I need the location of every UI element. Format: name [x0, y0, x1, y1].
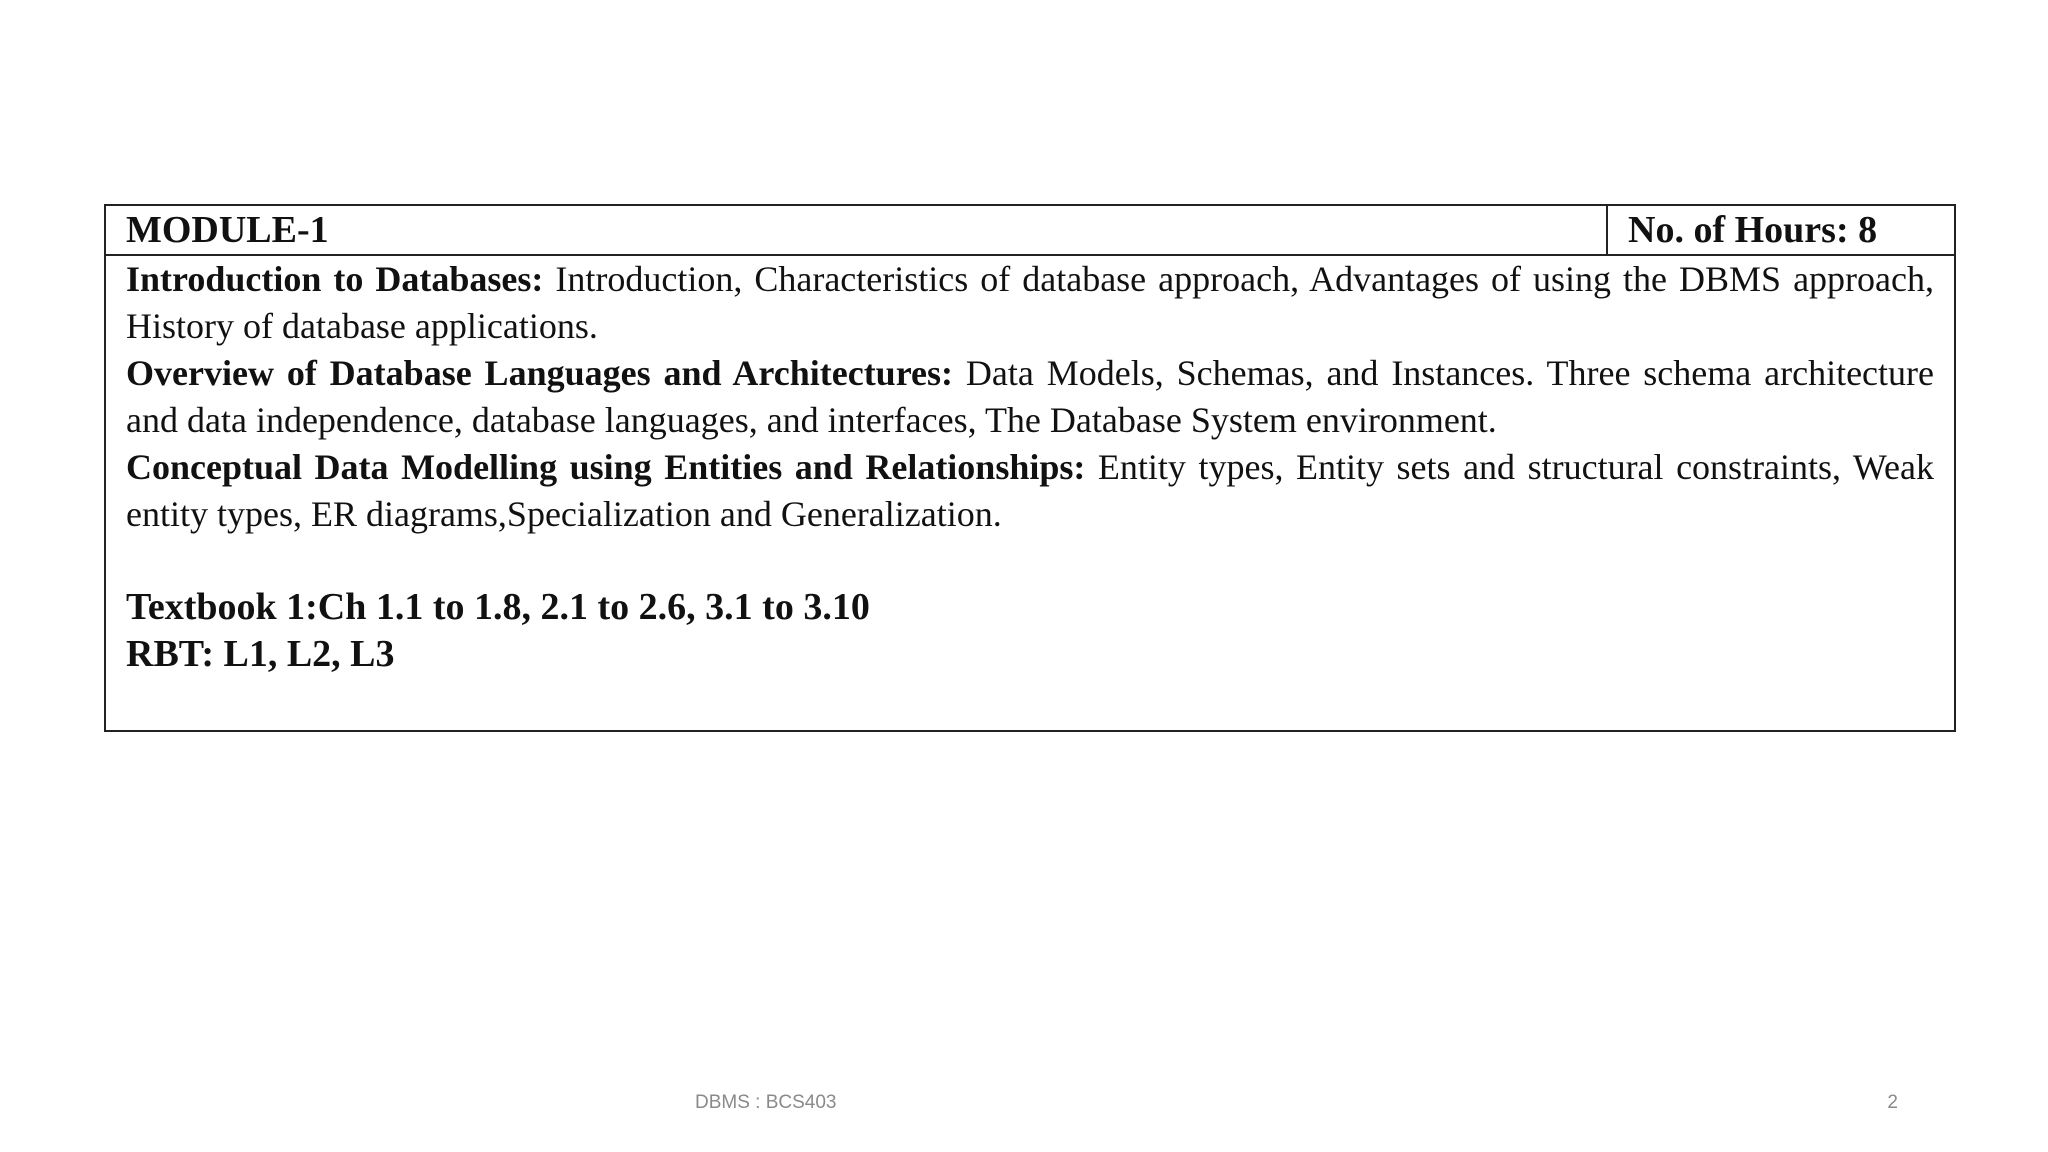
spacer: [126, 538, 1934, 584]
footer-course-label: DBMS : BCS403: [695, 1092, 837, 1113]
section-heading: Conceptual Data Modelling using Entities and Relationships:: [126, 447, 1086, 487]
section-body: Introduction, Characteristics of database approach, Advantages of using the DBMS approach, History of database applications.: [126, 259, 1934, 346]
section-heading: Overview of Database Languages and Architectures:: [126, 353, 954, 393]
hours-label: No. of Hours: 8: [1628, 209, 1878, 251]
section-conceptual-modelling: [126, 444, 1934, 538]
module-title: MODULE-1: [106, 206, 1608, 254]
section-introduction: [126, 256, 1934, 350]
page-number: 2: [1887, 1092, 1898, 1113]
rbt-levels: RBT: L1, L2, L3: [126, 633, 395, 675]
textbook-reference: Textbook 1:Ch 1.1 to 1.8, 2.1 to 2.6, 3.1 to 3.10: [126, 586, 870, 628]
syllabus-table: [104, 204, 1956, 732]
section-overview: [126, 350, 1934, 444]
module-content: [106, 256, 1954, 678]
table-header-row: [106, 206, 1954, 256]
section-heading: Introduction to Databases:: [126, 259, 544, 299]
section-body: Entity types, Entity sets and structural constraints, Weak entity types, ER diagrams,Specialization and Generalization.: [126, 447, 1934, 534]
section-body: Data Models, Schemas, and Instances. Three schema architecture and data independence, database languages, and interfaces, The Database System environment.: [126, 353, 1935, 440]
